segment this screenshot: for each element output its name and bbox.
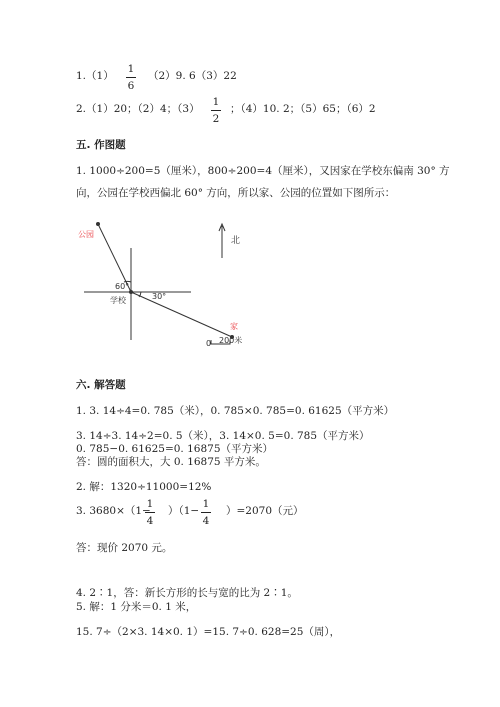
answer-4-part1: 3. 3680×（1− xyxy=(76,505,151,517)
park-label: 公园 xyxy=(78,230,94,239)
angle-60-label: 60° xyxy=(115,282,130,291)
park-point xyxy=(96,222,100,226)
q2-prefix: 2.（1）20；（2）4；（3） xyxy=(76,103,200,115)
answer-4-frac2-denominator: 4 xyxy=(202,515,210,527)
school-to-home-line xyxy=(131,292,232,337)
q2-rest: ；（4）10. 2；（5）65；（6）2 xyxy=(230,103,376,115)
q1-rest: （2）9. 6（3）22 xyxy=(148,70,237,82)
answer-4-frac2-numerator: 1 xyxy=(202,498,210,510)
q2-frac-denominator: 2 xyxy=(212,113,220,125)
answer-4-conclusion: 答：现价 2070 元。 xyxy=(76,542,173,554)
answer-4-part2: ）（1− xyxy=(168,505,200,517)
answer-7: 15. 7÷（2×3. 14×0. 1）=15. 7÷0. 628=25（周）， xyxy=(76,626,341,638)
answer-4-fraction2 xyxy=(199,498,213,527)
drawing-explanation-line2: 向，公园在学校西偏北 60° 方向，所以家、公园的位置如下图所示： xyxy=(76,187,396,199)
answer-5: 4. 2∶1，答：新长方形的长与宽的比为 2∶1。 xyxy=(76,587,298,599)
answer-2-line3: 答：圆的面积大，大 0. 16875 平方米。 xyxy=(76,456,266,468)
answer-6: 5. 解：1 分米＝0. 1 米， xyxy=(76,601,197,613)
section-title-drawing: 五. 作图题 xyxy=(76,139,126,151)
section-title-answers: 六. 解答题 xyxy=(76,379,126,391)
scale-distance-label: 200米 xyxy=(219,336,243,345)
q2-frac-numerator: 1 xyxy=(212,96,220,108)
q1-frac-numerator: 1 xyxy=(127,63,135,75)
answer-4-frac1-denominator: 4 xyxy=(146,515,154,527)
answer-1: 1. 3. 14÷4=0. 785（米），0. 785×0. 785=0. 61625（平方米） xyxy=(76,405,395,417)
answer-2-line2: 0. 785−0. 61625=0. 16875（平方米） xyxy=(76,443,274,455)
answer-4-frac1-numerator: 1 xyxy=(146,498,154,510)
school-label: 学校 xyxy=(110,296,126,305)
answer-2-line1: 3. 14÷3. 14÷2=0. 5（米），3. 14×0. 5=0. 785（平方米） xyxy=(76,430,370,442)
angle-30-label: 30° xyxy=(152,292,167,301)
drawing-explanation-line1: 1. 1000÷200=5（厘米），800÷200=4（厘米），又因家在学校东偏南 30° 方 xyxy=(76,165,450,177)
north-label: 北 xyxy=(231,236,241,246)
scale-zero-label: 0 xyxy=(206,339,212,348)
q1-frac-denominator: 6 xyxy=(127,80,135,92)
school-point xyxy=(129,290,133,294)
answer-4-part3: ）=2070（元） xyxy=(226,505,304,517)
q1-prefix: 1.（1） xyxy=(76,70,114,82)
answer-3: 2. 解：1320÷11000=12% xyxy=(76,481,212,493)
answer-4-fraction1 xyxy=(143,498,157,527)
home-label: 家 xyxy=(230,322,238,331)
